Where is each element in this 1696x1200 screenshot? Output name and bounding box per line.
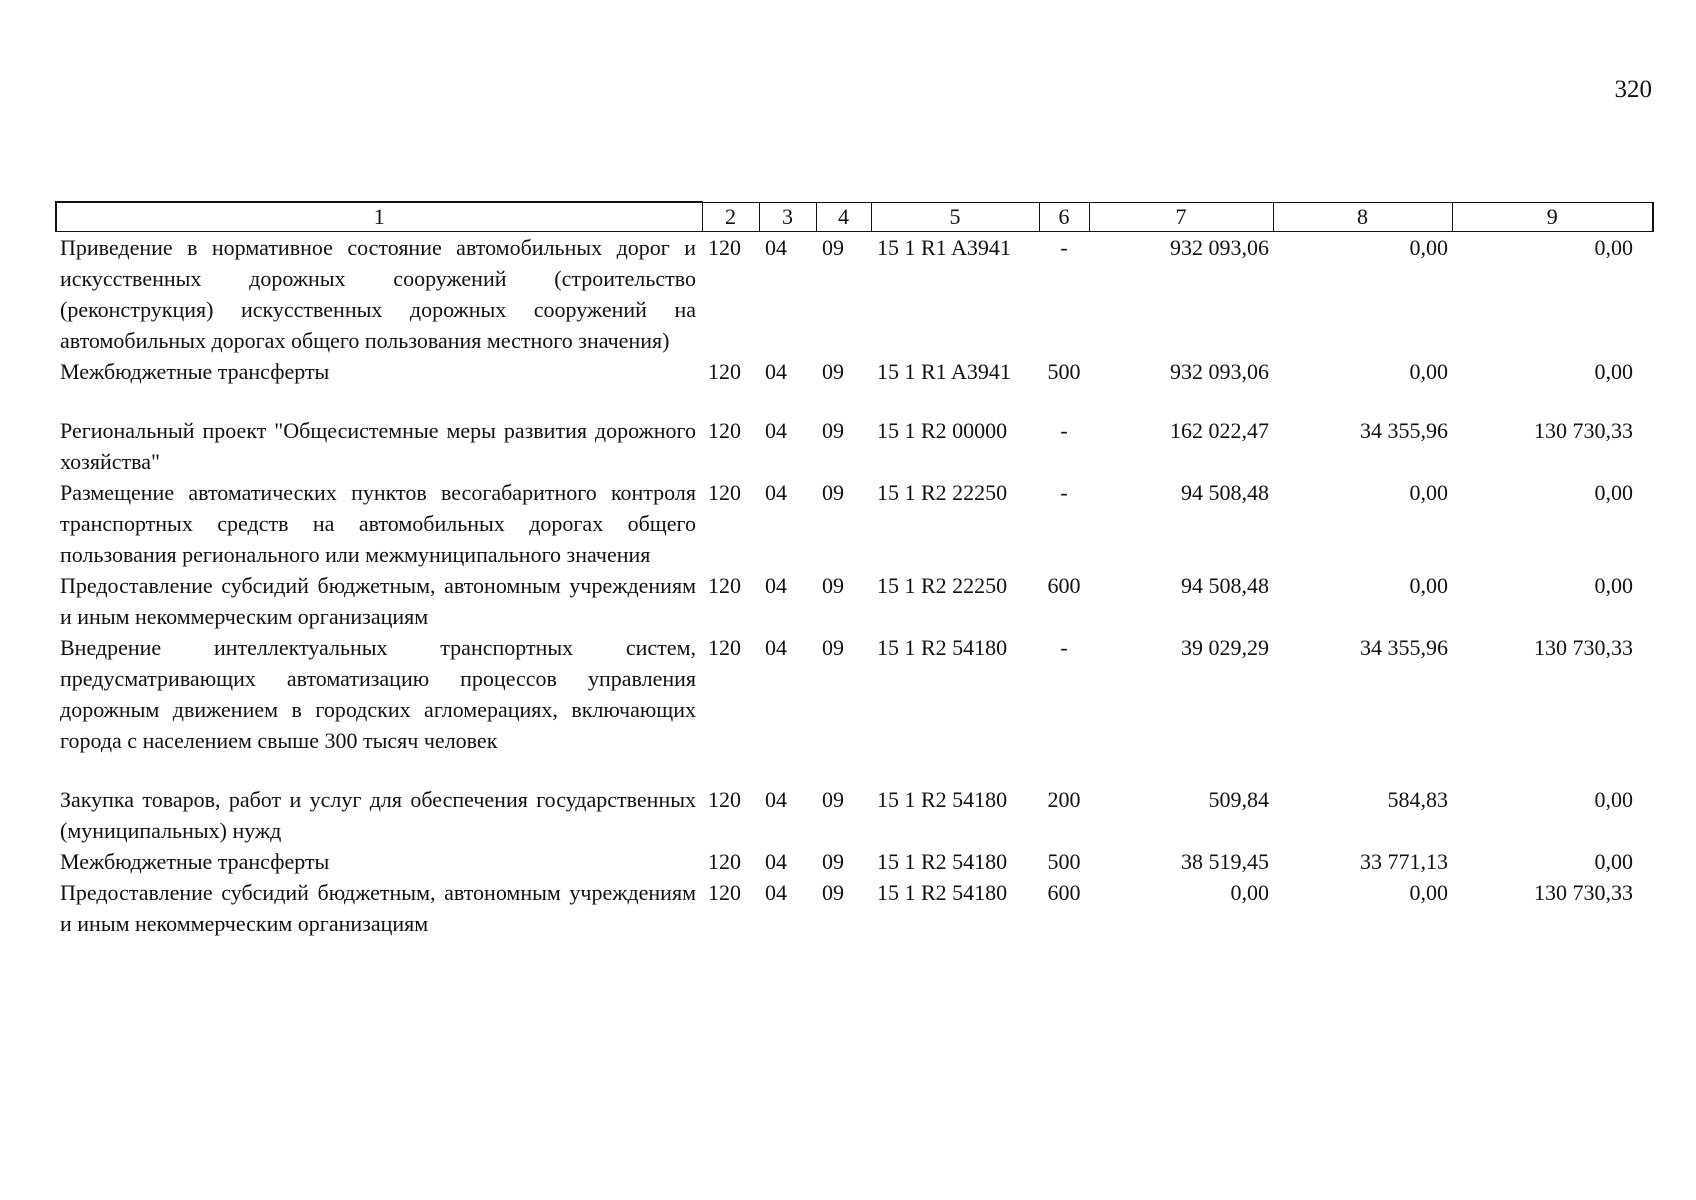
subsection-code: 09 bbox=[822, 235, 844, 260]
ministry-code: 120 bbox=[708, 573, 741, 598]
expense-type-code: - bbox=[1060, 480, 1068, 505]
ministry-code: 120 bbox=[708, 880, 741, 905]
budget-table bbox=[55, 201, 1654, 939]
section-code: 04 bbox=[765, 480, 787, 505]
subsection-code: 09 bbox=[822, 480, 844, 505]
ministry-code: 120 bbox=[708, 635, 741, 660]
column-header: 1 bbox=[56, 202, 702, 232]
table-row bbox=[56, 477, 1653, 570]
expense-type-code: 500 bbox=[1047, 359, 1081, 384]
amount-col8: 0,00 bbox=[1409, 359, 1448, 384]
expense-type-code: - bbox=[1060, 418, 1068, 443]
amount-col9: 0,00 bbox=[1594, 787, 1633, 812]
target-article-code: 15 1 R2 54180 bbox=[877, 635, 1008, 660]
row-name: Приведение в нормативное состояние автомобильных дорог и искусственных дорожных сооружений (строительство (реконструкция) искусственных дорожных сооружений на автомобильных дорогах общего пользования местного значения) bbox=[60, 235, 696, 353]
table-row bbox=[56, 846, 1653, 877]
table-row bbox=[56, 877, 1653, 939]
amount-col9: 0,00 bbox=[1594, 359, 1633, 384]
expense-type-code: - bbox=[1060, 235, 1068, 260]
section-code: 04 bbox=[765, 880, 787, 905]
target-article-code: 15 1 R2 54180 bbox=[877, 880, 1008, 905]
amount-col7: 0,00 bbox=[1230, 880, 1269, 905]
amount-col7: 932 093,06 bbox=[1170, 359, 1269, 384]
target-article-code: 15 1 R2 54180 bbox=[877, 787, 1008, 812]
row-name: Предоставление субсидий бюджетным, автономным учреждениям и иным некоммерческим организациям bbox=[60, 573, 696, 629]
section-code: 04 bbox=[765, 359, 787, 384]
amount-col9: 130 730,33 bbox=[1534, 418, 1633, 443]
column-header: 3 bbox=[759, 202, 816, 232]
amount-col8: 0,00 bbox=[1409, 235, 1448, 260]
expense-type-code: 600 bbox=[1047, 573, 1081, 598]
row-name: Межбюджетные трансферты bbox=[60, 849, 330, 874]
amount-col8: 584,83 bbox=[1387, 787, 1448, 812]
amount-col8: 34 355,96 bbox=[1360, 635, 1448, 660]
subsection-code: 09 bbox=[822, 418, 844, 443]
column-header: 5 bbox=[871, 202, 1039, 232]
section-code: 04 bbox=[765, 235, 787, 260]
column-header: 2 bbox=[702, 202, 759, 232]
amount-col7: 39 029,29 bbox=[1181, 635, 1269, 660]
ministry-code: 120 bbox=[708, 480, 741, 505]
ministry-code: 120 bbox=[708, 418, 741, 443]
table-row bbox=[56, 784, 1653, 846]
column-header: 7 bbox=[1089, 202, 1273, 232]
subsection-code: 09 bbox=[822, 635, 844, 660]
row-name: Межбюджетные трансферты bbox=[60, 359, 330, 384]
amount-col8: 0,00 bbox=[1409, 880, 1448, 905]
section-code: 04 bbox=[765, 787, 787, 812]
section-code: 04 bbox=[765, 418, 787, 443]
target-article-code: 15 1 R2 54180 bbox=[877, 849, 1008, 874]
target-article-code: 15 1 R2 22250 bbox=[877, 573, 1008, 598]
amount-col7: 94 508,48 bbox=[1181, 480, 1269, 505]
column-number-header bbox=[56, 202, 1653, 232]
subsection-code: 09 bbox=[822, 573, 844, 598]
amount-col9: 0,00 bbox=[1594, 235, 1633, 260]
subsection-code: 09 bbox=[822, 880, 844, 905]
row-name: Предоставление субсидий бюджетным, автономным учреждениям и иным некоммерческим организациям bbox=[60, 880, 696, 936]
target-article-code: 15 1 R1 A3941 bbox=[877, 359, 1011, 384]
amount-col7: 94 508,48 bbox=[1181, 573, 1269, 598]
section-code: 04 bbox=[765, 849, 787, 874]
amount-col7: 932 093,06 bbox=[1170, 235, 1269, 260]
amount-col8: 0,00 bbox=[1409, 573, 1448, 598]
column-header: 8 bbox=[1273, 202, 1452, 232]
amount-col8: 0,00 bbox=[1409, 480, 1448, 505]
expense-type-code: 500 bbox=[1047, 849, 1081, 874]
amount-col7: 509,84 bbox=[1208, 787, 1269, 812]
ministry-code: 120 bbox=[708, 849, 741, 874]
column-header: 9 bbox=[1452, 202, 1653, 232]
row-name: Внедрение интеллектуальных транспортных систем, предусматривающих автоматизацию процессов управления дорожным движением в городских агломерациях, включающих города с населением свыше 300 тысяч человек bbox=[60, 635, 696, 753]
amount-col8: 33 771,13 bbox=[1360, 849, 1448, 874]
amount-col9: 130 730,33 bbox=[1534, 635, 1633, 660]
target-article-code: 15 1 R2 22250 bbox=[877, 480, 1008, 505]
section-code: 04 bbox=[765, 573, 787, 598]
expense-type-code: - bbox=[1060, 635, 1068, 660]
subsection-code: 09 bbox=[822, 359, 844, 384]
expense-type-code: 600 bbox=[1047, 880, 1081, 905]
table-row bbox=[56, 570, 1653, 632]
table-row bbox=[56, 356, 1653, 415]
table-row bbox=[56, 232, 1653, 357]
ministry-code: 120 bbox=[708, 359, 741, 384]
target-article-code: 15 1 R2 00000 bbox=[877, 418, 1008, 443]
section-code: 04 bbox=[765, 635, 787, 660]
amount-col9: 0,00 bbox=[1594, 573, 1633, 598]
amount-col9: 0,00 bbox=[1594, 480, 1633, 505]
expense-type-code: 200 bbox=[1047, 787, 1081, 812]
amount-col9: 130 730,33 bbox=[1534, 880, 1633, 905]
ministry-code: 120 bbox=[708, 235, 741, 260]
target-article-code: 15 1 R1 A3941 bbox=[877, 235, 1011, 260]
subsection-code: 09 bbox=[822, 849, 844, 874]
amount-col9: 0,00 bbox=[1594, 849, 1633, 874]
table-row bbox=[56, 632, 1653, 784]
page-number: 320 bbox=[1614, 76, 1652, 103]
row-name: Размещение автоматических пунктов весогабаритного контроля транспортных средств на автомобильных дорогах общего пользования регионального или межмуниципального значения bbox=[60, 480, 696, 567]
ministry-code: 120 bbox=[708, 787, 741, 812]
table-row bbox=[56, 415, 1653, 477]
amount-col8: 34 355,96 bbox=[1360, 418, 1448, 443]
row-name: Региональный проект "Общесистемные меры развития дорожного хозяйства" bbox=[60, 418, 696, 474]
amount-col7: 162 022,47 bbox=[1170, 418, 1269, 443]
column-header: 6 bbox=[1039, 202, 1089, 232]
row-name: Закупка товаров, работ и услуг для обеспечения государственных (муниципальных) нужд bbox=[60, 787, 696, 843]
subsection-code: 09 bbox=[822, 787, 844, 812]
column-header: 4 bbox=[816, 202, 871, 232]
amount-col7: 38 519,45 bbox=[1181, 849, 1269, 874]
